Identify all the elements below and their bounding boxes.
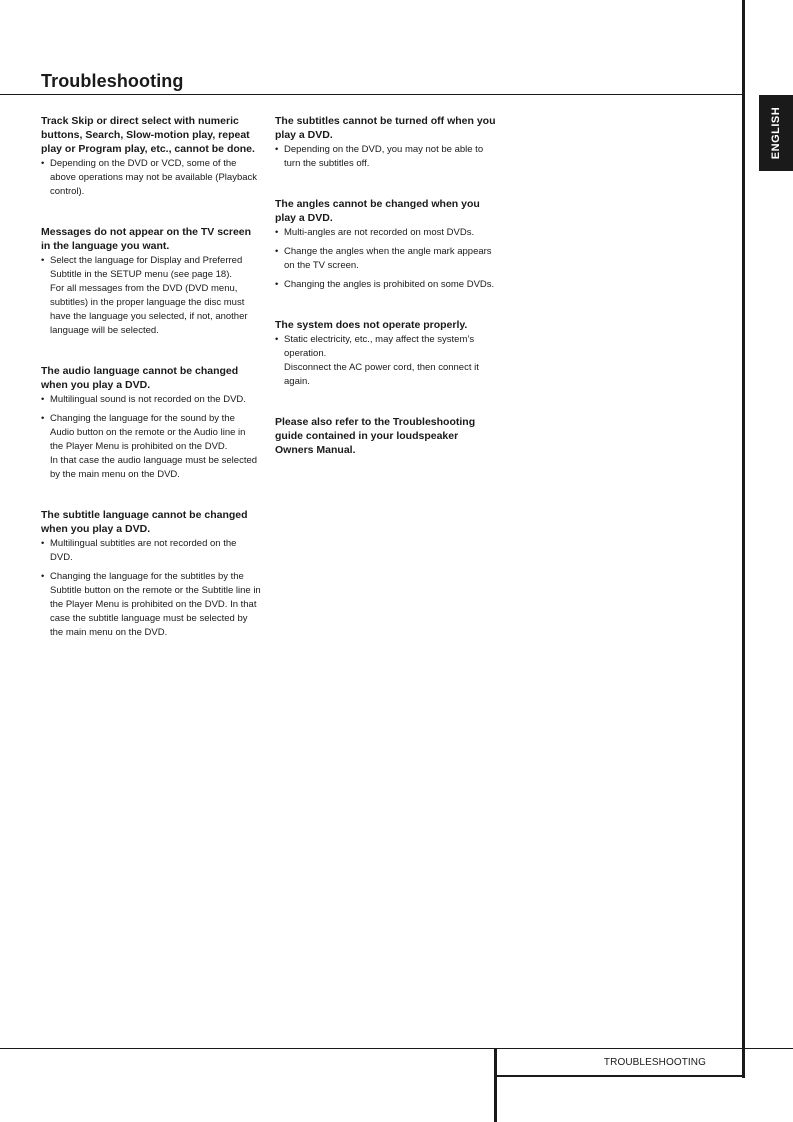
troubleshooting-section xyxy=(275,415,497,457)
bullet-item xyxy=(275,245,497,273)
bullet-text: Select the language for Display and Preferred Subtitle in the SETUP menu (see page 18). xyxy=(50,255,243,280)
section-heading: Messages do not appear on the TV screen in the language you want. xyxy=(41,226,252,252)
section-heading: The subtitles cannot be turned off when you play a DVD. xyxy=(275,115,496,141)
section-heading: The angles cannot be changed when you play a DVD. xyxy=(275,198,480,224)
bullet-icon: • xyxy=(275,246,279,257)
bullet-icon: • xyxy=(275,144,279,155)
bullet-item xyxy=(275,278,497,292)
bullet-icon: • xyxy=(41,255,45,266)
troubleshooting-section xyxy=(41,508,261,640)
bullet-text: Changing the language for the sound by the Audio button on the remote or the Audio line in the Player Menu is prohibited on the DVD. xyxy=(50,413,246,452)
bullet-text: Static electricity, etc., may affect the system’s operation. xyxy=(284,334,475,359)
troubleshooting-section xyxy=(275,318,497,389)
bullet-icon: • xyxy=(41,571,45,582)
section-heading: The audio language cannot be changed when you play a DVD. xyxy=(41,365,239,391)
bullet-text: Multilingual sound is not recorded on the DVD. xyxy=(50,394,246,405)
troubleshooting-section xyxy=(275,197,497,292)
bullet-item xyxy=(275,333,497,389)
bullet-item xyxy=(41,254,261,338)
troubleshooting-section xyxy=(41,114,261,199)
language-tab-label: ENGLISH xyxy=(770,106,782,160)
section-heading: Please also refer to the Troubleshooting guide contained in your loudspeaker Owners Manual. xyxy=(275,416,476,456)
bullet-item xyxy=(275,226,497,240)
bullet-text-continued: Disconnect the AC power cord, then connect it again. xyxy=(284,362,479,387)
bullet-icon: • xyxy=(275,334,279,345)
bullet-icon: • xyxy=(41,394,45,405)
right-column xyxy=(275,114,497,483)
footer-section-label: TROUBLESHOOTING xyxy=(603,1057,706,1068)
bullet-text: Depending on the DVD, you may not be able to turn the subtitles off. xyxy=(284,144,484,169)
bullet-item xyxy=(275,143,497,171)
troubleshooting-section xyxy=(275,114,497,171)
header-rule xyxy=(0,94,745,95)
bullet-icon: • xyxy=(275,279,279,290)
bullet-item xyxy=(41,157,261,199)
language-tab xyxy=(759,95,793,171)
bullet-item xyxy=(41,537,261,565)
bullet-icon: • xyxy=(41,538,45,549)
bullet-text: Depending on the DVD or VCD, some of the above operations may not be available (Playback control). xyxy=(50,158,258,197)
bullet-icon: • xyxy=(275,227,279,238)
footer-rule xyxy=(0,1048,793,1049)
bullet-item xyxy=(41,393,261,407)
bullet-text-continued: For all messages from the DVD (DVD menu, subtitles) in the proper language the disc must have the language you selected, if not, another language will be selected. xyxy=(50,283,248,336)
bullet-text: Changing the language for the subtitles by the Subtitle button on the remote or the Subtitle line in the Player Menu is prohibited on the DVD. In that case the subtitle language must be selected by the main menu on the DVD. xyxy=(50,571,261,638)
bullet-text: Changing the angles is prohibited on some DVDs. xyxy=(284,279,495,290)
bullet-icon: • xyxy=(41,158,45,169)
section-heading: The subtitle language cannot be changed when you play a DVD. xyxy=(41,509,248,535)
bullet-text: Change the angles when the angle mark appears on the TV screen. xyxy=(284,246,492,271)
bullet-text: Multilingual subtitles are not recorded on the DVD. xyxy=(50,538,237,563)
bullet-text-continued: In that case the audio language must be selected by the main menu on the DVD. xyxy=(50,455,258,480)
footer-box-rule xyxy=(497,1075,745,1077)
bullet-item xyxy=(41,412,261,482)
right-margin-rule xyxy=(742,0,745,1078)
bullet-text: Multi-angles are not recorded on most DVDs. xyxy=(284,227,475,238)
bullet-icon: • xyxy=(41,413,45,424)
troubleshooting-section xyxy=(41,364,261,482)
section-heading: Track Skip or direct select with numeric buttons, Search, Slow-motion play, repeat play or Program play, etc., cannot be done. xyxy=(41,115,255,155)
troubleshooting-section xyxy=(41,225,261,338)
bullet-item xyxy=(41,570,261,640)
left-column xyxy=(41,114,261,666)
page-title: Troubleshooting xyxy=(41,71,184,91)
section-heading: The system does not operate properly. xyxy=(275,319,468,331)
